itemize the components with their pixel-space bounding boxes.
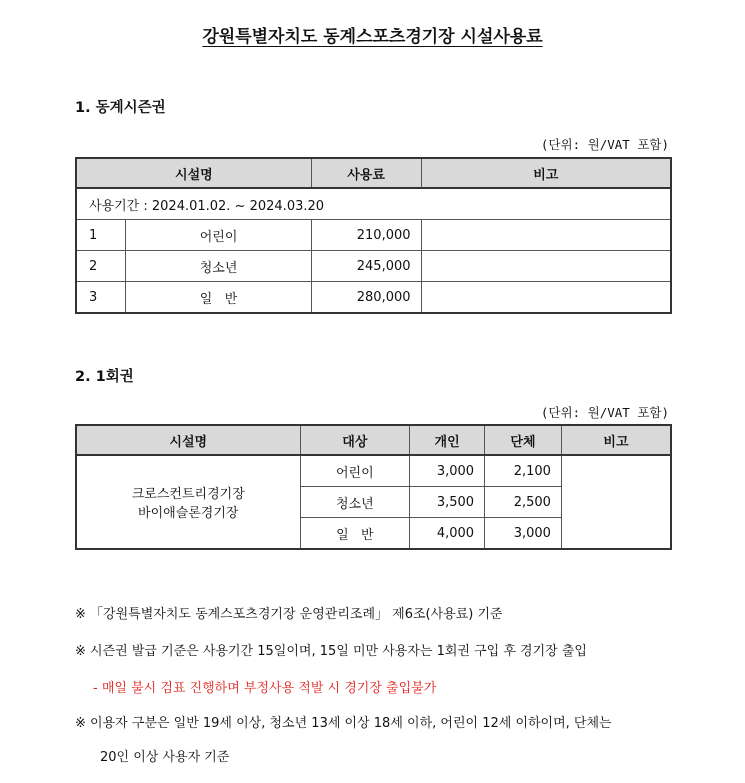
header-note: 비고 bbox=[421, 158, 671, 188]
row-note bbox=[561, 455, 671, 549]
row-individual: 3,500 bbox=[410, 487, 485, 518]
row-target: 일 반 bbox=[300, 518, 410, 550]
single-ticket-table bbox=[75, 424, 672, 550]
facility-line1: 크로스컨트리경기장 bbox=[131, 487, 245, 502]
row-group: 3,000 bbox=[485, 518, 562, 550]
header-facility: 시설명 bbox=[76, 158, 311, 188]
period-text: 사용기간 : 2024.01.02. ~ 2024.03.20 bbox=[76, 188, 671, 220]
page-title-text: 강원특별자치도 동계스포츠경기장 시설사용료 bbox=[202, 27, 543, 47]
table-row bbox=[76, 282, 671, 314]
period-row bbox=[76, 188, 671, 220]
facility-cell bbox=[76, 455, 300, 549]
page-title bbox=[0, 22, 745, 47]
facility-line2: 바이애슬론경기장 bbox=[138, 506, 239, 521]
table-header-row bbox=[76, 158, 671, 188]
row-name: 어린이 bbox=[126, 220, 311, 251]
note-user-classification: ※ 이용자 구분은 일반 19세 이상, 청소년 13세 이상 18세 이하, 어린이 12세 이하이며, 단체는 bbox=[75, 716, 612, 731]
section1-heading: 1. 동계시즌권 bbox=[75, 100, 166, 116]
section2-unit: (단위: 원/VAT 포함) bbox=[540, 405, 669, 420]
header-fee: 사용료 bbox=[311, 158, 421, 188]
row-target: 어린이 bbox=[300, 455, 410, 487]
table-row bbox=[76, 251, 671, 282]
section2-heading: 2. 1회권 bbox=[75, 369, 134, 385]
note-season-criteria: ※ 시즌권 발급 기준은 사용기간 15일이며, 15일 미만 사용자는 1회권 구입 후 경기장 출입 bbox=[75, 644, 587, 659]
table-header-row bbox=[76, 425, 671, 455]
header-individual: 개인 bbox=[410, 425, 485, 455]
note-group-criteria: 20인 이상 사용자 기준 bbox=[100, 750, 230, 765]
row-name: 일 반 bbox=[126, 282, 311, 314]
header-group: 단체 bbox=[485, 425, 562, 455]
season-pass-table bbox=[75, 157, 672, 314]
table-row bbox=[76, 455, 671, 487]
row-individual: 3,000 bbox=[410, 455, 485, 487]
row-fee: 280,000 bbox=[311, 282, 421, 314]
header-facility: 시설명 bbox=[76, 425, 300, 455]
row-note bbox=[421, 282, 671, 314]
note-ordinance: ※ 「강원특별자치도 동계스포츠경기장 운영관리조례」 제6조(사용료) 기준 bbox=[75, 607, 503, 622]
note-warning: - 매일 불시 검표 진행하며 부정사용 적발 시 경기장 출입불가 bbox=[93, 681, 437, 696]
row-note bbox=[421, 251, 671, 282]
header-target: 대상 bbox=[300, 425, 410, 455]
row-number: 3 bbox=[76, 282, 126, 314]
row-note bbox=[421, 220, 671, 251]
row-individual: 4,000 bbox=[410, 518, 485, 550]
header-note: 비고 bbox=[561, 425, 671, 455]
row-target: 청소년 bbox=[300, 487, 410, 518]
row-fee: 245,000 bbox=[311, 251, 421, 282]
row-name: 청소년 bbox=[126, 251, 311, 282]
row-number: 2 bbox=[76, 251, 126, 282]
row-group: 2,500 bbox=[485, 487, 562, 518]
section1-unit: (단위: 원/VAT 포함) bbox=[540, 137, 669, 152]
row-number: 1 bbox=[76, 220, 126, 251]
table-row bbox=[76, 220, 671, 251]
row-group: 2,100 bbox=[485, 455, 562, 487]
row-fee: 210,000 bbox=[311, 220, 421, 251]
